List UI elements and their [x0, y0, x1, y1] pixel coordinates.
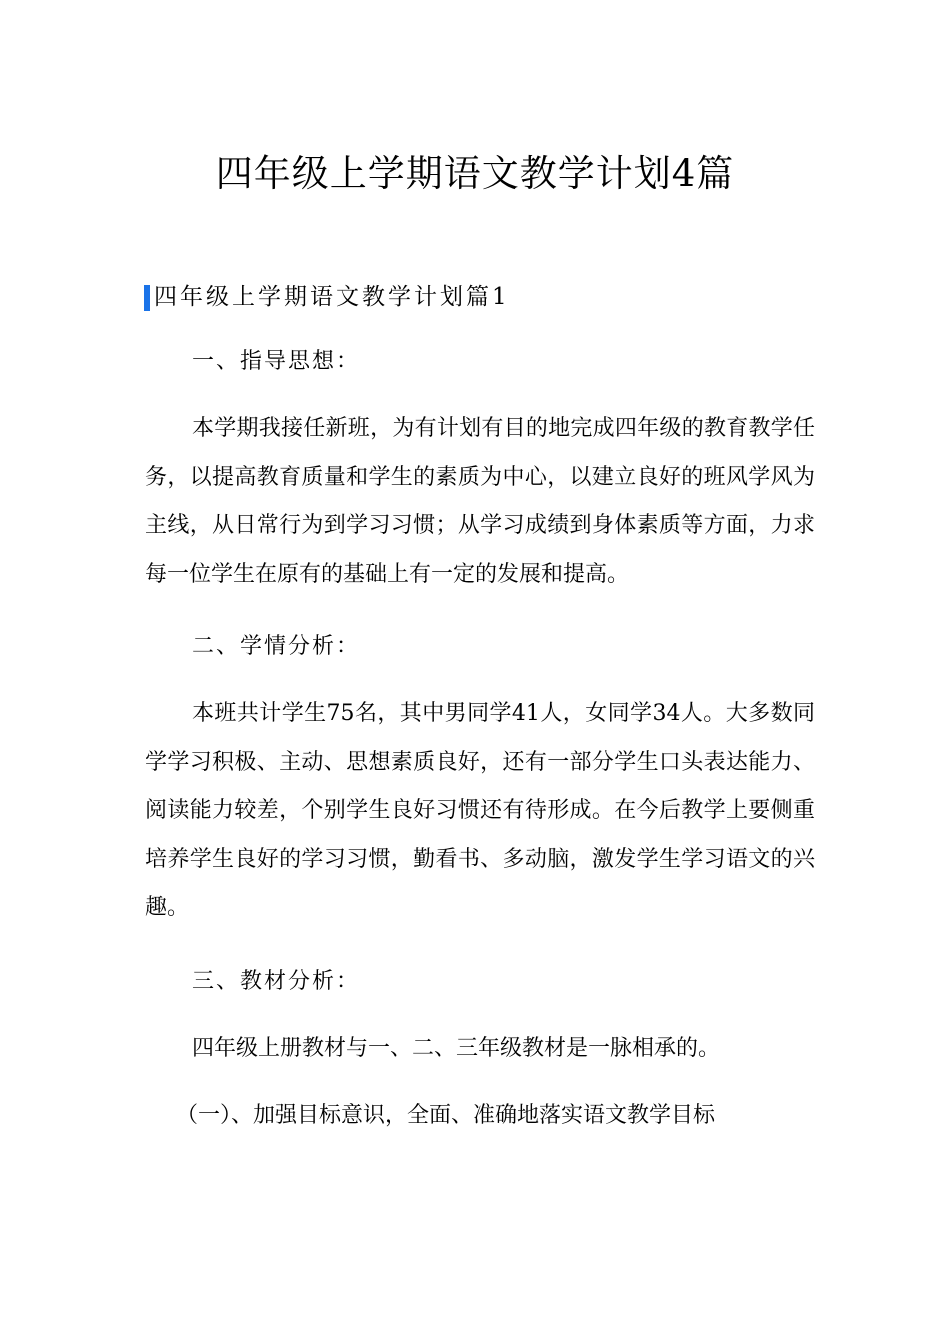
sub-heading-student-analysis: 二、学情分析：: [192, 634, 361, 659]
paragraph-objective: （一）、加强目标意识，全面、准确地落实语文教学目标: [176, 1103, 716, 1128]
heading-marker-bar: [144, 285, 150, 311]
sub-heading-guiding-thought: 一、指导思想：: [192, 349, 361, 374]
paragraph-guiding-thought: 本学期我接任新班，为有计划有目的地完成四年级的教育教学任务，以提高教育质量和学生的素质为中心，以建立良好的班风学风为主线，从日常行为到学习习惯；从学习成绩到身体素质等方面，力求每一位学生在原有的基础上有一定的发展和提高。: [145, 416, 815, 587]
paragraph-student-analysis: 本班共计学生75名，其中男同学41人，女同学34人。大多数同学学习积极、主动、思想素质良好，还有一部分学生口头表达能力、阅读能力较差，个别学生良好习惯还有待形成。在今后教学上要侧重培养学生良好的学习习惯，勤看书、多动脑，激发学生学习语文的兴趣。: [145, 701, 815, 920]
section-heading-text: 四年级上学期语文教学计划篇1: [154, 283, 510, 310]
section-heading: [144, 278, 510, 310]
document-title: 四年级上学期语文教学计划4篇: [215, 152, 735, 195]
sub-heading-textbook-analysis: 三、教材分析：: [192, 969, 361, 994]
paragraph-textbook-analysis: 四年级上册教材与一、二、三年级教材是一脉相承的。: [192, 1036, 721, 1061]
